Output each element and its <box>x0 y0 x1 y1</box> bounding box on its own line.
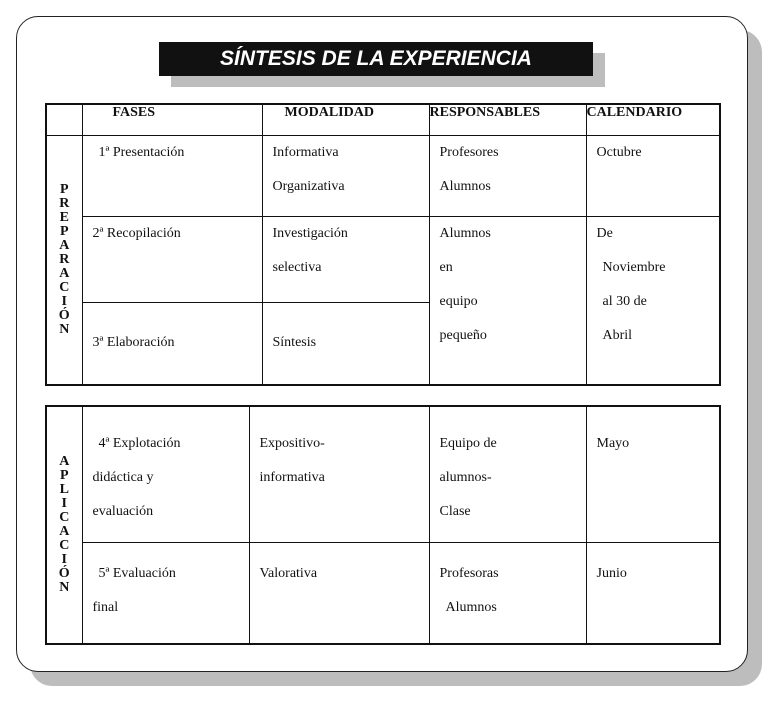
modalidad-cell: Expositivo- informativa <box>249 406 429 542</box>
header-blank <box>46 104 82 136</box>
responsables-cell: Profesoras Alumnos <box>429 542 586 644</box>
header-responsables: RESPONSABLES <box>429 104 586 136</box>
fase-cell: 4ª Explotación didáctica y evaluación <box>82 406 249 542</box>
calendario-cell: De Noviembre al 30 de Abril <box>586 217 720 385</box>
preparacion-table <box>45 103 721 386</box>
responsables-cell: Alumnos en equipo pequeño <box>429 217 586 385</box>
header-modalidad: MODALIDAD <box>262 104 429 136</box>
table-row <box>46 406 720 542</box>
header-fases: FASES <box>82 104 262 136</box>
modalidad-cell: Valorativa <box>249 542 429 644</box>
modalidad-cell: Investigación selectiva <box>262 217 429 303</box>
aplicacion-vertical-label: A P L I C A C I Ó N <box>46 406 82 644</box>
aplicacion-table <box>45 405 721 645</box>
table-row <box>46 136 720 217</box>
fase-cell: 5ª Evaluación final <box>82 542 249 644</box>
calendario-cell: Octubre <box>586 136 720 217</box>
modalidad-cell: Síntesis <box>262 303 429 385</box>
table-row <box>46 217 720 303</box>
calendario-cell: Mayo <box>586 406 720 542</box>
calendario-cell: Junio <box>586 542 720 644</box>
page-title: SÍNTESIS DE LA EXPERIENCIA <box>159 42 593 76</box>
fase-cell: 3ª Elaboración <box>82 303 262 385</box>
table-row <box>46 542 720 644</box>
header-row <box>46 104 720 136</box>
fase-cell: 2ª Recopilación <box>82 217 262 303</box>
responsables-cell: Equipo de alumnos- Clase <box>429 406 586 542</box>
modalidad-cell: Informativa Organizativa <box>262 136 429 217</box>
preparacion-vertical-label: P R E P A R A C I Ó N <box>46 136 82 385</box>
fase-cell: 1ª Presentación <box>82 136 262 217</box>
header-calendario: CALENDARIO <box>586 104 720 136</box>
responsables-cell: Profesores Alumnos <box>429 136 586 217</box>
